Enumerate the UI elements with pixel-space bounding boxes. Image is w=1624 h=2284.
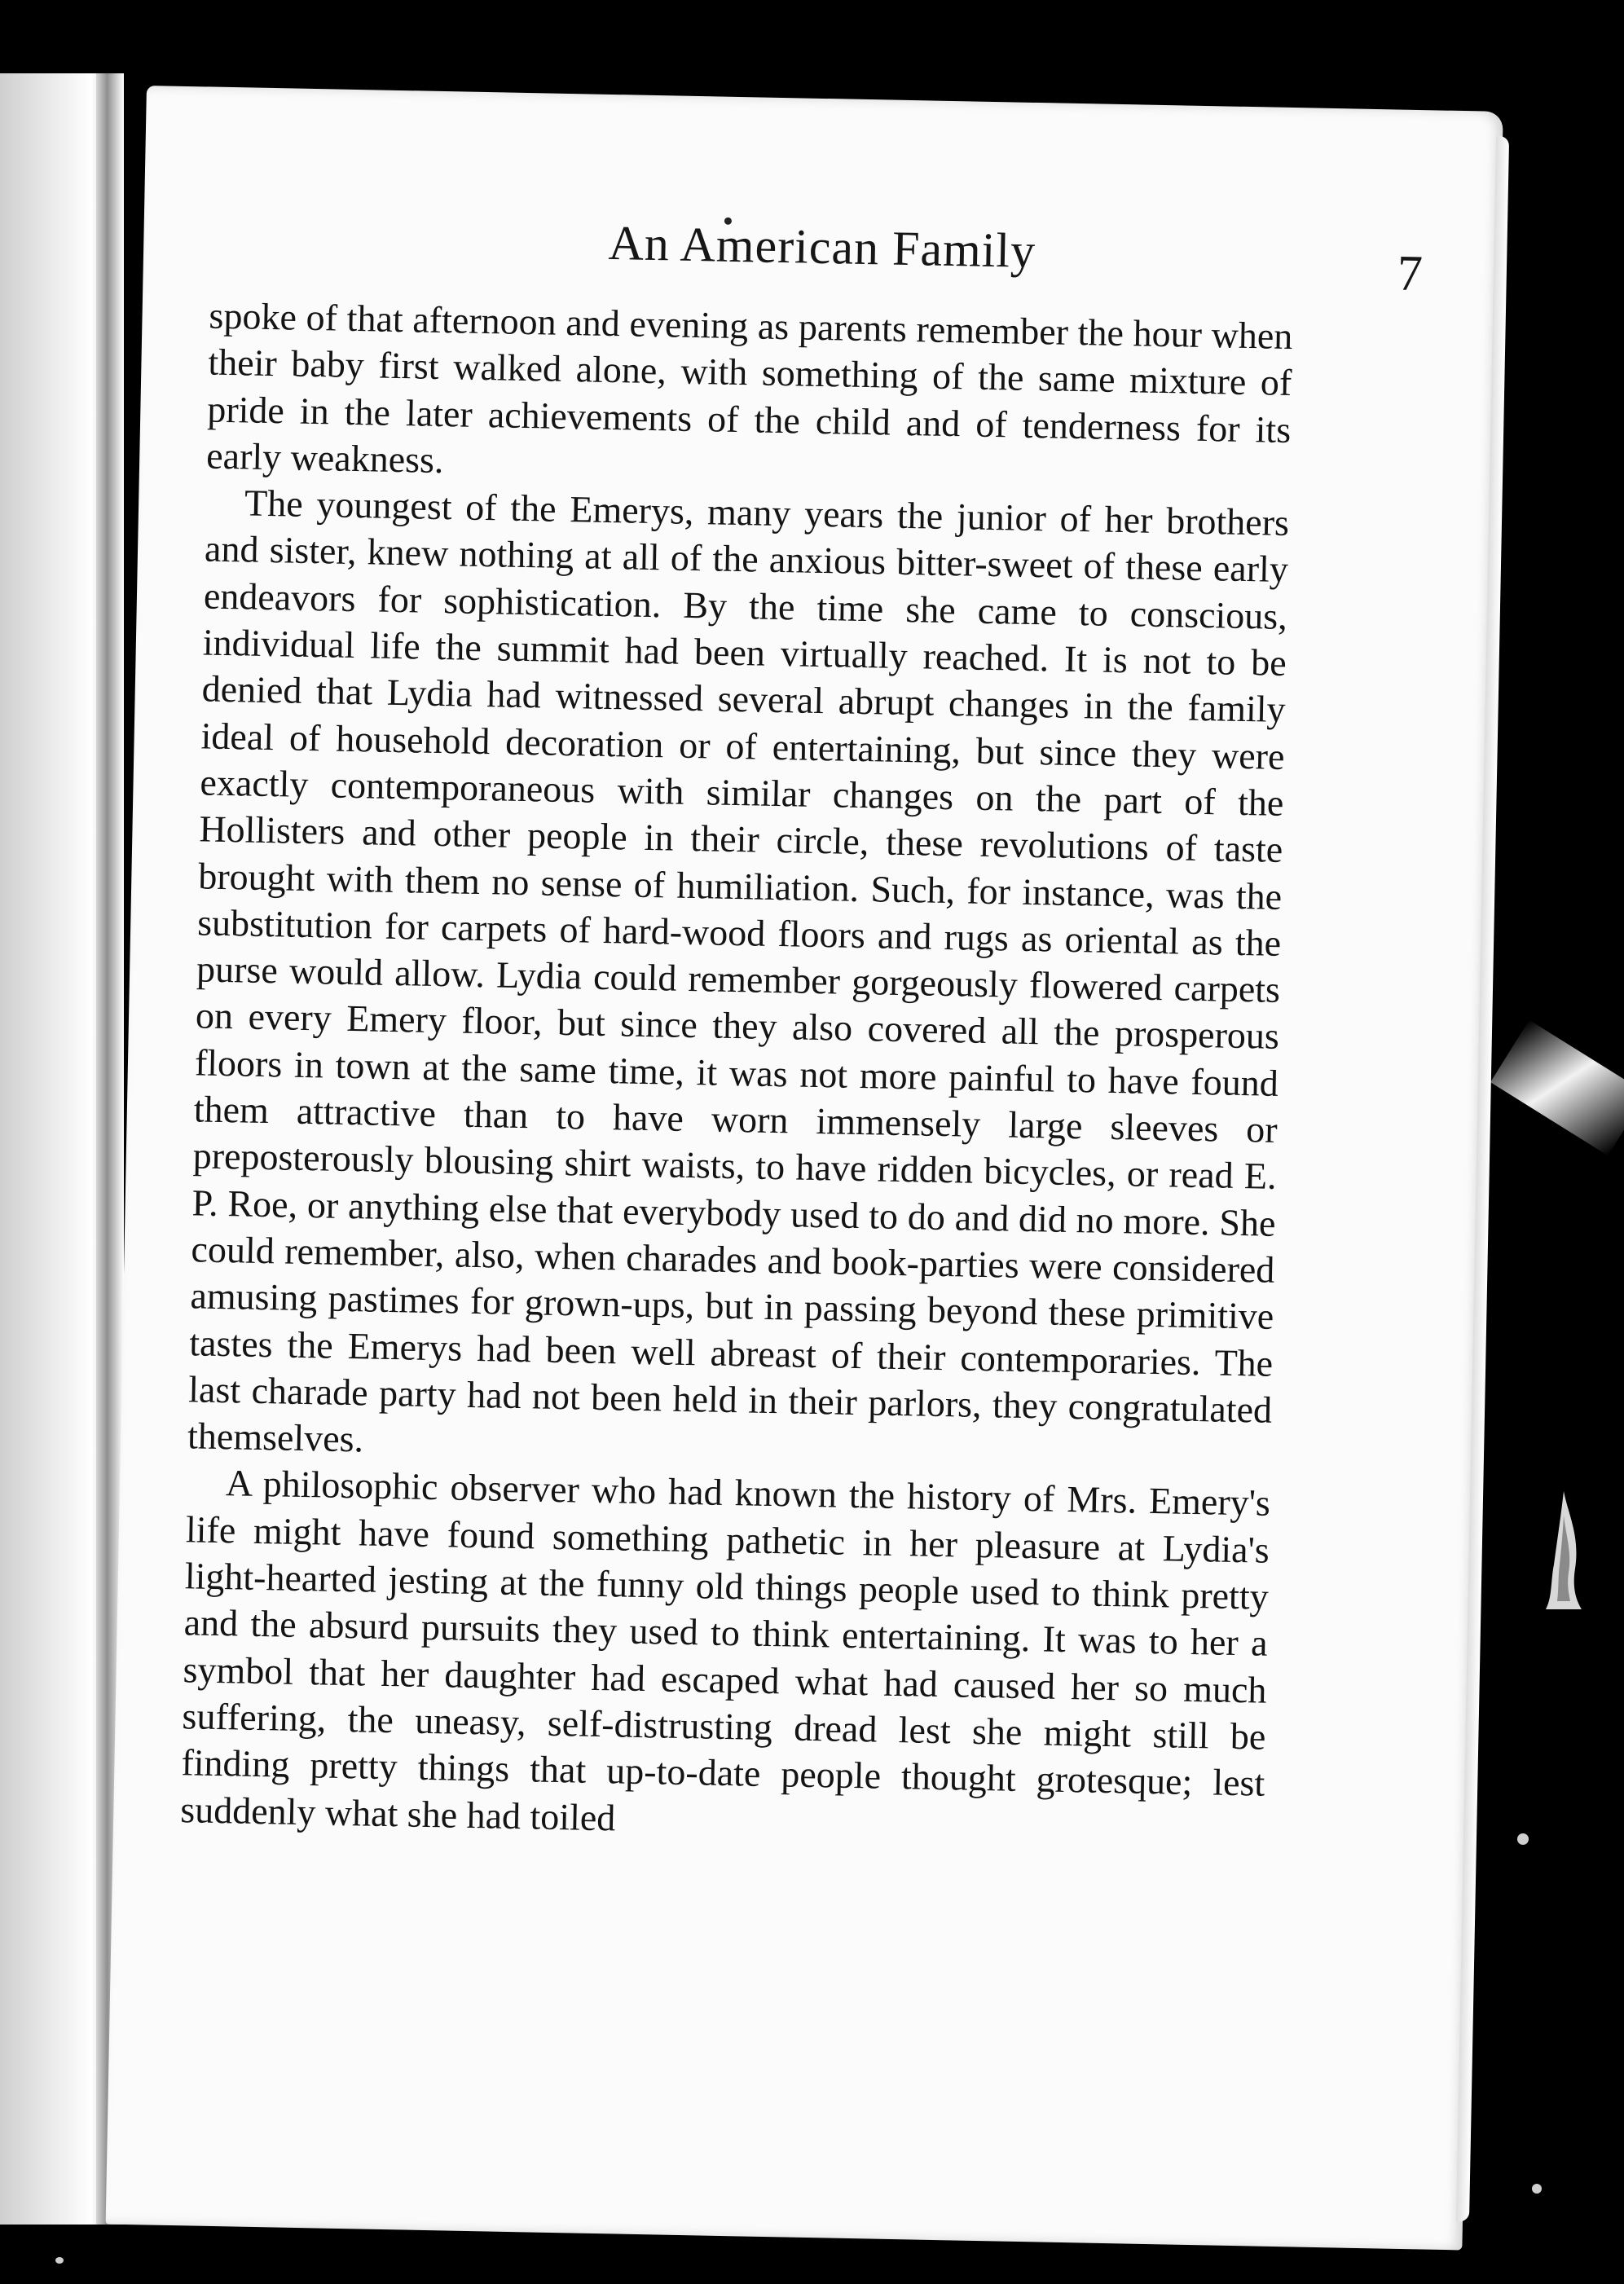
dust-spot — [1517, 1833, 1529, 1845]
body-text — [180, 293, 1293, 1854]
margin-ornament-icon — [1544, 1491, 1583, 1613]
page-header — [143, 206, 1500, 306]
dust-spot — [1532, 2184, 1542, 2194]
paragraph: A philosophic observer who had known the history of Mrs. Emery's life might have found something pathetic in her pleasure at Lydia's light-hearted jesting at the funny old things people used to think pretty and the absurd pursuits they used to think entertaining. It was to her a symbol that her daughter had escaped what had caused her so much suffering, the uneasy, self-distrusting dread lest she might still be finding pretty things that up-to-date people thought grotesque; lest suddenly what she had toiled — [179, 1462, 1271, 1838]
dust-spot — [55, 2257, 64, 2264]
facing-page-edge — [0, 73, 122, 2225]
running-head: An American Family — [607, 215, 1036, 278]
light-glare — [1490, 1020, 1624, 1155]
page-number: 7 — [1397, 245, 1424, 302]
paragraph: The youngest of the Emerys, many years the junior of her brothers and sister, knew nothing at all of the anxious bitter-sweet of these early endeavors for sophistication. By the time she came to conscious, individual life the summit had been virtually reached. It is not to be denied that Lydia had witnessed several abrupt changes in the family ideal of household decoration or of entertaining, but since they were exactly contemporaneous with similar changes on the part of the Hollisters and other people in their circle, these revolutions of taste brought with them no sense of humiliation. Such, for instance, was the substitution for carpets of hard-wood floors and rugs as oriental as the purse would allow. Lydia could remember gorgeously flowered carpets on every Emery floor, but since they also covered all the prosperous floors in town at the same time, it was not more painful to have found them attractive than to have worn immensely large sleeves or preposterously blousing shirt waists, to have ridden bicycles, or read E. P. Roe, or anything else that everybody used to do and did no more. She could remember, also, when charades and book-parties were considered amusing pastimes for grown-ups, but in passing beyond these primitive tastes the Emerys had been well abreast of their contemporaries. The last charade party had not been held in their parlors, they congratulated themselves. — [187, 482, 1290, 1460]
paragraph: spoke of that afternoon and evening as parents remember the hour when their baby first walked alone, with something of the same mixture of pride in the later achievements of the child and of tenderness for its early weakness. — [205, 294, 1293, 481]
book-page — [106, 86, 1503, 2250]
